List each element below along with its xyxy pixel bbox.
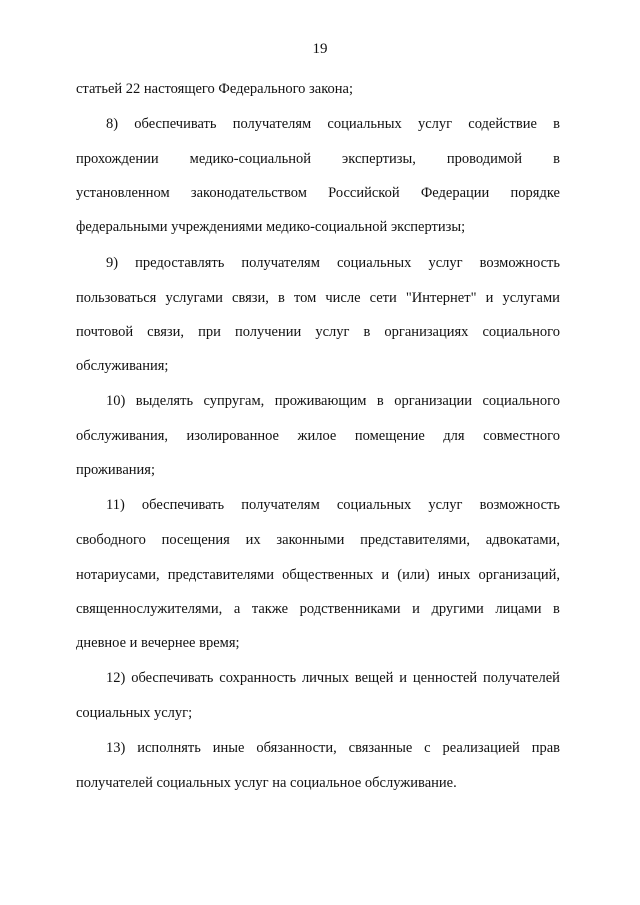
text-line-14	[76, 531, 560, 549]
text-line-20	[106, 739, 560, 757]
word: лицами	[495, 601, 542, 617]
word: иные	[212, 740, 245, 756]
word: почтовой	[76, 324, 134, 340]
word: адвокатами,	[485, 532, 560, 548]
word: порядке	[510, 185, 560, 201]
word: "Интернет"	[405, 290, 477, 306]
text-line-12: проживания;	[76, 462, 155, 478]
word: социальных	[336, 497, 412, 513]
word: в	[553, 151, 560, 167]
word: общественных	[282, 567, 374, 583]
word: услуг	[428, 255, 463, 271]
word: услуг	[315, 324, 350, 340]
word: посещения	[161, 532, 230, 548]
word: возможность	[479, 255, 560, 271]
text-line-11	[76, 427, 560, 445]
text-line-3	[76, 150, 560, 168]
text-line-19: социальных услуг;	[76, 705, 193, 721]
text-line-5: федеральными учреждениями медико-социальной экспертизы;	[76, 219, 466, 235]
word: сохранность	[219, 670, 297, 686]
word: свободного	[76, 532, 146, 548]
word: 9)	[106, 255, 119, 271]
word: жилое	[297, 428, 337, 444]
word: законными	[276, 532, 345, 548]
text-line-7	[76, 289, 560, 307]
word: с	[424, 740, 431, 756]
word: социального	[482, 324, 560, 340]
word: проводимой	[446, 151, 523, 167]
word: обслуживания,	[76, 428, 169, 444]
word: сети	[369, 290, 397, 306]
word: обеспечивать	[134, 116, 217, 132]
word: Российской	[328, 185, 400, 201]
word: числе	[325, 290, 361, 306]
word: в	[278, 290, 285, 306]
text-line-17: дневное и вечернее время;	[76, 635, 240, 651]
word: социальных	[327, 116, 402, 132]
word: также	[251, 601, 289, 617]
text-line-10	[106, 392, 560, 410]
word: в	[553, 601, 560, 617]
text-line-21: получателей социальных услуг на социальное обслуживание.	[76, 775, 457, 791]
word: социального	[482, 393, 560, 409]
word: организациях	[384, 324, 469, 340]
word: представителями	[167, 567, 275, 583]
word: вещей	[354, 670, 394, 686]
word: Федерации	[420, 185, 490, 201]
text-line-4	[76, 184, 560, 202]
word: супругам,	[203, 393, 265, 409]
word: прохождении	[76, 151, 159, 167]
text-line-1: статьей 22 настоящего Федерального закона;	[76, 81, 353, 97]
word: законодательством	[190, 185, 307, 201]
word: организации	[394, 393, 473, 409]
word: обеспечивать	[131, 670, 214, 686]
word: родственниками	[299, 601, 401, 617]
word: услуг	[417, 116, 453, 132]
text-line-16	[76, 600, 560, 618]
word: 12)	[106, 670, 126, 686]
word: 11)	[106, 497, 125, 513]
word: и	[412, 601, 420, 617]
word: (или)	[397, 567, 430, 583]
word: обязанности,	[256, 740, 337, 756]
word: содействие	[468, 116, 537, 132]
word: пользоваться	[76, 290, 157, 306]
word: организаций,	[478, 567, 560, 583]
word: при	[198, 324, 221, 340]
text-line-18	[106, 669, 560, 687]
word: ценностей	[412, 670, 478, 686]
word: услугами	[502, 290, 560, 306]
page-number: 19	[312, 41, 328, 57]
word: возможность	[479, 497, 560, 513]
word: получении	[234, 324, 302, 340]
word: экспертизы,	[342, 151, 416, 167]
word: изолированное	[186, 428, 279, 444]
word: выделять	[135, 393, 194, 409]
text-line-9: обслуживания;	[76, 358, 169, 374]
word: личных	[301, 670, 349, 686]
word: связи,	[232, 290, 269, 306]
text-line-8	[76, 323, 560, 341]
text-line-15	[76, 566, 560, 584]
word: помещение	[354, 428, 425, 444]
word: в	[376, 393, 384, 409]
text-line-2	[106, 115, 560, 133]
word: услуг	[428, 497, 463, 513]
word: том	[293, 290, 317, 306]
word: священнослужителями,	[76, 601, 223, 617]
word: получателям	[232, 116, 312, 132]
text-line-6	[106, 254, 560, 272]
word: а	[233, 601, 241, 617]
word: и	[399, 670, 408, 686]
word: услугами	[165, 290, 223, 306]
word: медико-социальной	[189, 151, 311, 167]
word: исполнять	[137, 740, 201, 756]
word: получателям	[241, 497, 320, 513]
word: нотариусами,	[76, 567, 160, 583]
word: иных	[437, 567, 471, 583]
word: проживающим	[274, 393, 367, 409]
word: 8)	[106, 116, 119, 132]
word: установленном	[76, 185, 170, 201]
text-line-13	[106, 496, 560, 514]
word: связи,	[147, 324, 185, 340]
word: представителями,	[360, 532, 470, 548]
word: обеспечивать	[141, 497, 225, 513]
word: и	[381, 567, 390, 583]
word: и	[485, 290, 494, 306]
word: прав	[531, 740, 560, 756]
word: их	[245, 532, 261, 548]
word: связанные	[348, 740, 413, 756]
word: получателям	[241, 255, 320, 271]
word: социальных	[336, 255, 412, 271]
word: другими	[431, 601, 484, 617]
word: 13)	[106, 740, 126, 756]
word: предоставлять	[135, 255, 225, 271]
word: 10)	[106, 393, 126, 409]
word: в	[553, 116, 560, 132]
word: реализацией	[442, 740, 520, 756]
word: в	[363, 324, 371, 340]
word: получателей	[483, 670, 560, 686]
word: для	[443, 428, 465, 444]
word: совместного	[483, 428, 560, 444]
